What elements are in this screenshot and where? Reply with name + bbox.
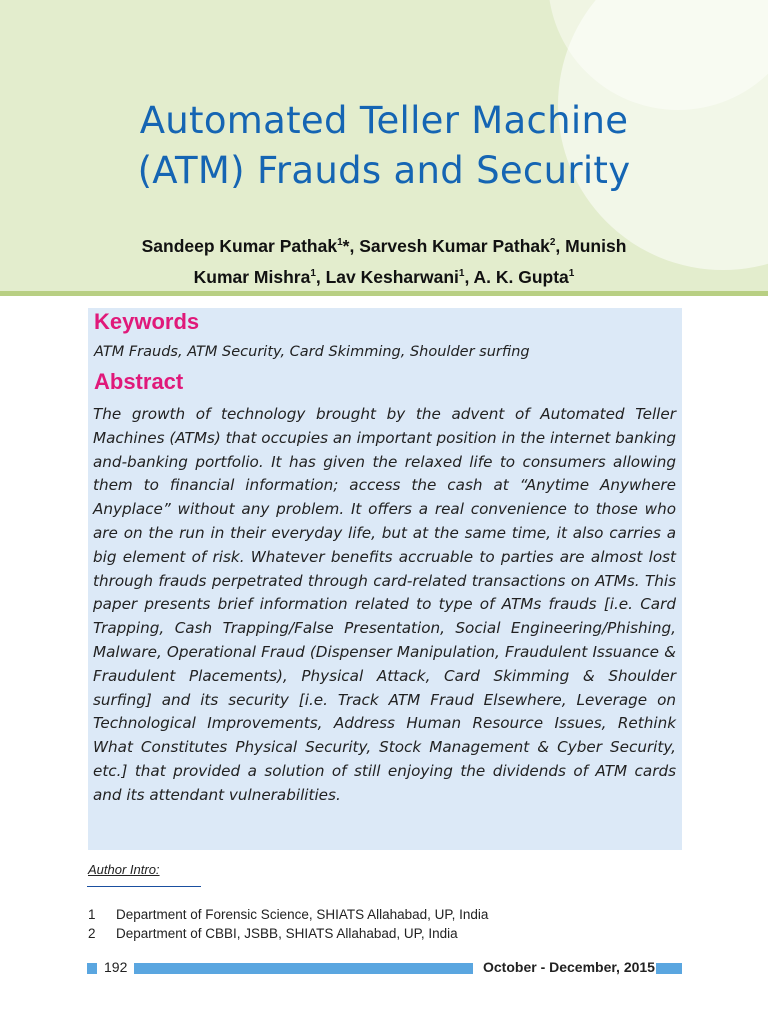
author-name: Kumar Mishra bbox=[193, 266, 311, 287]
keywords-text: ATM Frauds, ATM Security, Card Skimming, Shoulder surfing bbox=[94, 344, 530, 360]
author-name: , Munish bbox=[555, 235, 627, 256]
footnote-rule bbox=[87, 886, 201, 887]
affiliation-mark: 1 bbox=[458, 267, 465, 279]
page-number: 192 bbox=[104, 959, 128, 975]
author-list bbox=[60, 229, 708, 291]
affiliation-mark: 1 bbox=[568, 267, 575, 279]
footnote-title: Author Intro: bbox=[88, 862, 160, 877]
title-line-1: Automated Teller Machine bbox=[139, 99, 629, 142]
footer-bar bbox=[87, 963, 97, 974]
paper-title bbox=[0, 96, 768, 196]
author-name: Sandeep Kumar Pathak bbox=[141, 235, 338, 256]
author-name: , Lav Kesharwani bbox=[315, 266, 459, 287]
author-name: Sarvesh Kumar Pathak bbox=[359, 235, 550, 256]
issue-date: October - December, 2015 bbox=[483, 959, 655, 975]
abstract-heading: Abstract bbox=[94, 369, 184, 394]
affiliation-mark: 1 bbox=[310, 267, 316, 279]
footnote-number: 1 bbox=[88, 907, 96, 922]
keywords-heading: Keywords bbox=[94, 309, 200, 334]
author-name: , A. K. Gupta bbox=[464, 266, 569, 287]
affiliation-mark: 2 bbox=[549, 237, 556, 248]
footnote-item bbox=[88, 926, 458, 941]
footnote-text: Department of CBBI, JSBB, SHIATS Allahabad, UP, India bbox=[116, 926, 458, 941]
corresponding-mark: *, bbox=[342, 235, 360, 256]
title-line-2: (ATM) Frauds and Security bbox=[137, 149, 631, 192]
abstract-text: The growth of technology brought by the advent of Automated Teller Machines (ATMs) that occupies an important position in the internet banking and-banking portfolio. It has given the relaxed life to consumers allowing them to financial information; access the cash at “Anytime Anywhere Anyplace” without any problem. It offers a real convenience to those who are on the run in their everyday life, but at the same time, it also carries a big element of risk. Whatever benefits accruable to parties are almost lost through frauds perpetrated through card-related transactions on ATMs. This paper presents brief information related to type of ATMs frauds [i.e. Card Trapping, Cash Trapping/False Presentation, Social Engineering/Phishing, Malware, Operational Fraud (Dispenser Manipulation, Fraudulent Issuance & Fraudulent Placements), Physical Attack, Card Skimming & Shoulder surfing] and its security [i.e. Track ATM Fraud Elsewhere, Leverage on Technological Improvements, Address Human Resource Issues, Rethink What Constitutes Physical Security, Stock Management & Cyber Security, etc.] that provided a solution of still enjoying the dividends of ATM cards and its attendant vulnerabilities. bbox=[93, 405, 676, 804]
header-divider bbox=[0, 291, 768, 296]
footer-bar bbox=[656, 963, 682, 974]
affiliation-mark: 1 bbox=[337, 237, 343, 248]
footnote-item bbox=[88, 907, 488, 922]
footer-bar bbox=[134, 963, 473, 974]
footnote-text: Department of Forensic Science, SHIATS Allahabad, UP, India bbox=[116, 907, 489, 922]
footnote-number: 2 bbox=[88, 926, 96, 941]
